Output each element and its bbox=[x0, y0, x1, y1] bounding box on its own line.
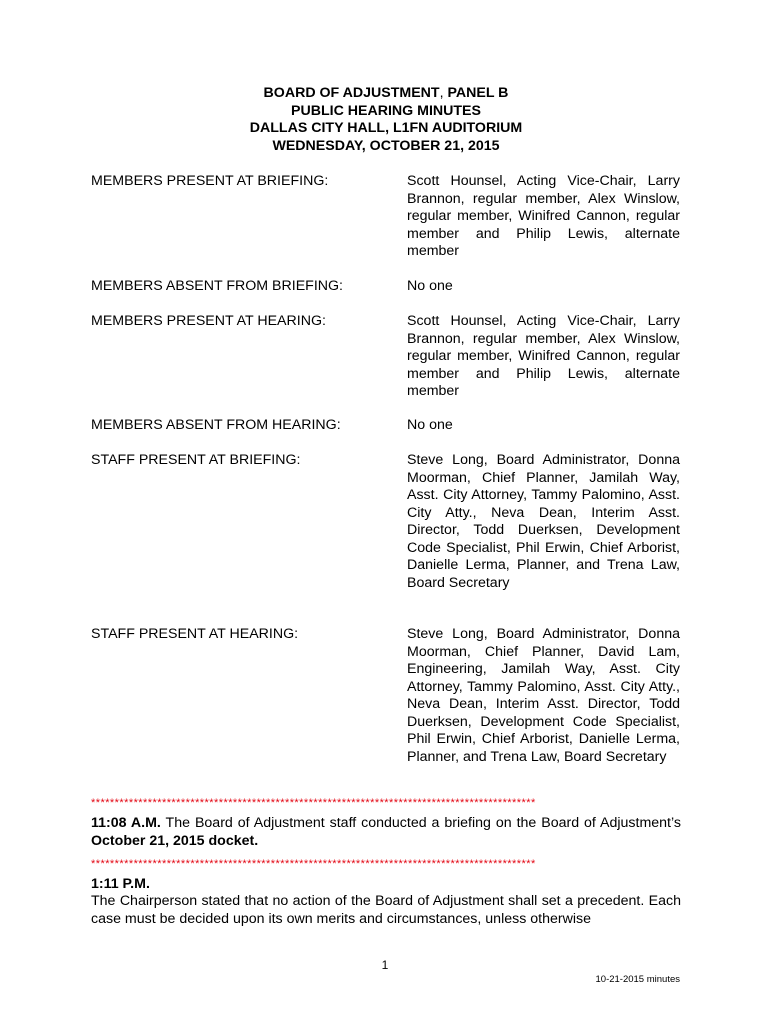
document-header bbox=[91, 85, 681, 155]
header-line-1: BOARD OF ADJUSTMENT, PANEL B bbox=[263, 85, 509, 101]
attendance-value: No one bbox=[407, 278, 453, 294]
briefing-paragraph bbox=[91, 815, 681, 850]
attendance-label: MEMBERS PRESENT AT HEARING: bbox=[91, 313, 326, 329]
header-line-3: DALLAS CITY HALL, L1FN AUDITORIUM bbox=[249, 120, 523, 137]
attendance-label: STAFF PRESENT AT BRIEFING: bbox=[91, 452, 301, 468]
attendance-value: Scott Hounsel, Acting Vice-Chair, Larry Brannon, regular member, Alex Winslow, regular member, Winifred Cannon, regular member and Philip Lewis, alternate member bbox=[407, 313, 680, 399]
attendance-label: MEMBERS PRESENT AT BRIEFING: bbox=[91, 173, 329, 189]
separator-line: ********************************************************************************************** bbox=[91, 859, 536, 869]
hearing-paragraph: The Chairperson stated that no action of the Board of Adjustment shall set a precedent. Each case must be decided upon its own merits and circumstances, unless otherwise bbox=[91, 893, 681, 927]
attendance-label: MEMBERS ABSENT FROM HEARING: bbox=[91, 417, 341, 433]
attendance-label: STAFF PRESENT AT HEARING: bbox=[91, 626, 299, 642]
separator-line: ********************************************************************************************** bbox=[91, 798, 536, 808]
page-number: 1 bbox=[381, 958, 389, 972]
briefing-time: 11:08 A.M. bbox=[91, 815, 161, 831]
briefing-docket: October 21, 2015 docket. bbox=[91, 832, 259, 849]
attendance-value: Scott Hounsel, Acting Vice-Chair, Larry Brannon, regular member, Alex Winslow, regular member, Winifred Cannon, regular member and Philip Lewis, alternate member bbox=[407, 173, 680, 259]
hearing-time: 1:11 P.M. bbox=[91, 876, 150, 892]
attendance-value: Steve Long, Board Administrator, Donna Moorman, Chief Planner, Jamilah Way, Asst. City Attorney, Tammy Palomino, Asst. City Atty., Neva Dean, Interim Asst. Director, Todd Duerksen, Development Code Specialist, Phil Erwin, Chief Arborist, Danielle Lerma, Planner, and Trena Law, Board Secretary bbox=[407, 452, 680, 591]
header-line-4: WEDNESDAY, OCTOBER 21, 2015 bbox=[272, 137, 500, 154]
attendance-value: No one bbox=[407, 417, 453, 433]
briefing-text: The Board of Adjustment staff conducted a briefing on the Board of Adjustment’s bbox=[160, 815, 681, 831]
attendance-label: MEMBERS ABSENT FROM BRIEFING: bbox=[91, 278, 343, 294]
header-line-2: PUBLIC HEARING MINUTES bbox=[291, 102, 481, 119]
attendance-value: Steve Long, Board Administrator, Donna Moorman, Chief Planner, David Lam, Engineering, Jamilah Way, Asst. City Attorney, Tammy Palomino, Asst. City Atty., Neva Dean, Interim Asst. Director, Todd Duerksen, Development Code Specialist, Phil Erwin, Chief Arborist, Danielle Lerma, Planner, and Trena Law, Board Secretary bbox=[407, 626, 680, 765]
footer-doc-date: 10-21-2015 minutes bbox=[595, 974, 680, 985]
